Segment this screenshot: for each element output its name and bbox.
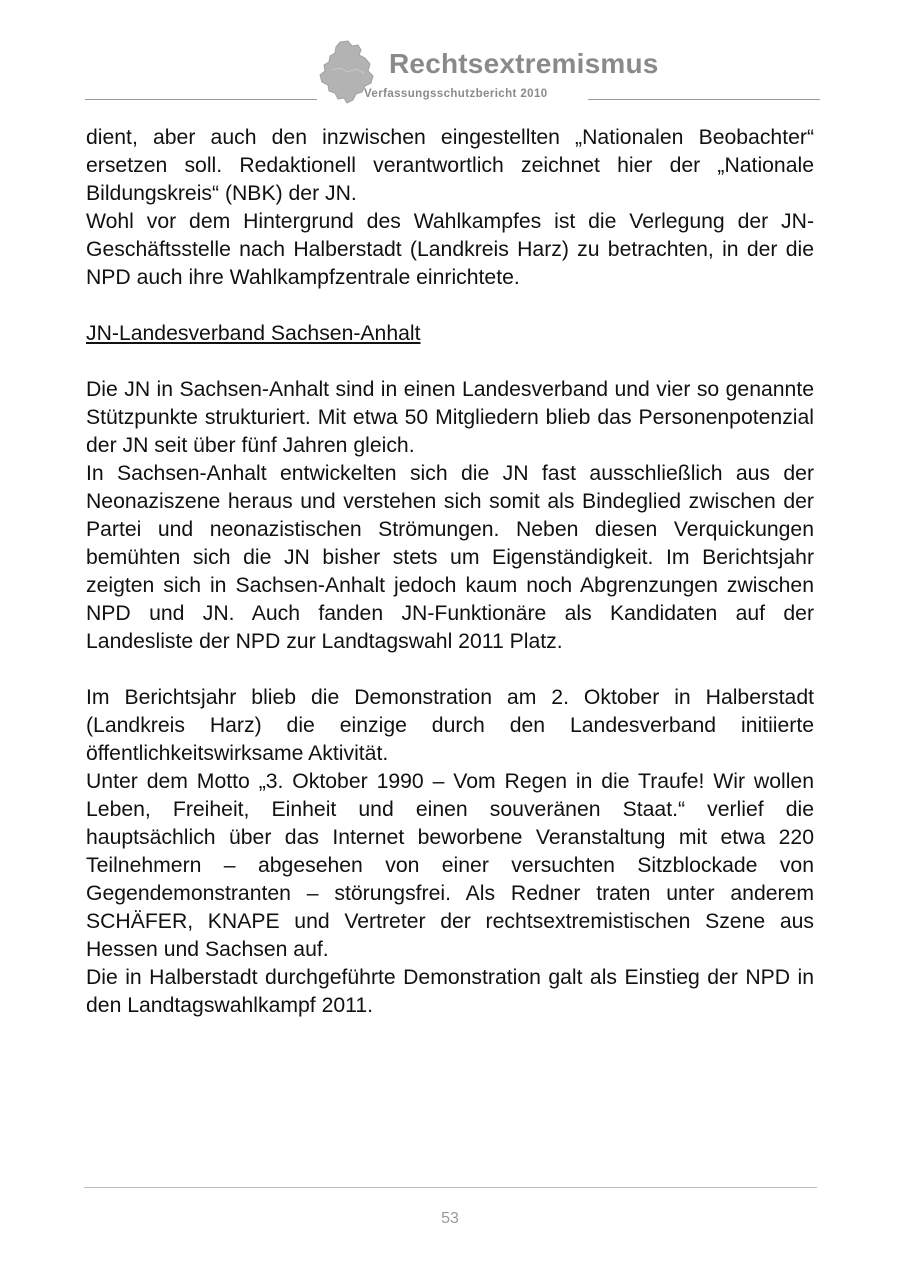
paragraph-entwicklung: In Sachsen-Anhalt entwickelten sich die JN fast ausschließlich aus der Neonaziszene heraus und verstehen sich somit als Bindeglied zwischen der Partei und neonazistischen Strömungen. Neben diesen Verquickungen bemühten sich die JN bisher stets um Eigenständigkeit. Im Berichtsjahr zeigten sich in Sachsen-Anhalt jedoch kaum noch Abgrenzungen zwischen NPD und JN. Auch fanden JN-Funktionäre als Kandidaten auf der Landesliste der NPD zur Landtagswahl 2011 Platz.	[86, 462, 814, 653]
page-header	[0, 0, 900, 110]
section-heading: JN-Landesverband Sachsen-Anhalt	[86, 322, 421, 345]
paragraph-demonstration: Im Berichtsjahr blieb die Demonstration am 2. Oktober in Halberstadt (Landkreis Harz) die einzige durch den Landesverband initiierte öffentlichkeitswirksame Aktivität.	[86, 686, 814, 765]
spacer	[86, 656, 814, 684]
document-body	[86, 124, 814, 1020]
paragraph-struktur: Die JN in Sachsen-Anhalt sind in einen Landesverband und vier so genannte Stützpunkte strukturiert. Mit etwa 50 Mitgliedern blieb das Personenpotenzial der JN seit über fünf Jahren gleich.	[86, 378, 814, 457]
footer-rule	[84, 1187, 817, 1188]
paragraph-nbk: dient, aber auch den inzwischen eingestellten „Nationalen Beobachter“ ersetzen soll. Redaktionell verantwortlich zeichnet hier der „Nationale Bildungskreis“ (NBK) der JN.	[86, 126, 814, 205]
spacer	[86, 348, 814, 376]
spacer	[86, 292, 814, 320]
page-number: 53	[441, 1210, 459, 1227]
header-subtitle: Verfassungsschutzbericht 2010	[364, 88, 548, 100]
paragraph-einstieg: Die in Halberstadt durchgeführte Demonstration galt als Einstieg der NPD in den Landtagswahlkampf 2011.	[86, 966, 814, 1017]
paragraph-geschaeftsstelle: Wohl vor dem Hintergrund des Wahlkampfes ist die Verlegung der JN-Geschäftsstelle nach Halberstadt (Landkreis Harz) zu betrachten, in der die NPD auch ihre Wahlkampfzentrale einrichtete.	[86, 210, 814, 289]
header-rule-left	[85, 99, 317, 100]
paragraph-motto: Unter dem Motto „3. Oktober 1990 – Vom Regen in die Traufe! Wir wollen Leben, Freiheit, Einheit und einen souveränen Staat.“ verlief die hauptsächlich über das Internet beworbene Veranstaltung mit etwa 220 Teilnehmern – abgesehen von einer versuchten Sitzblockade von Gegendemonstranten – störungsfrei. Als Redner traten unter anderem SCHÄFER, KNAPE und Vertreter der rechtsextremistischen Szene aus Hessen und Sachsen auf.	[86, 770, 814, 961]
header-rule-right	[588, 99, 820, 100]
header-title: Rechtsextremismus	[389, 48, 659, 79]
